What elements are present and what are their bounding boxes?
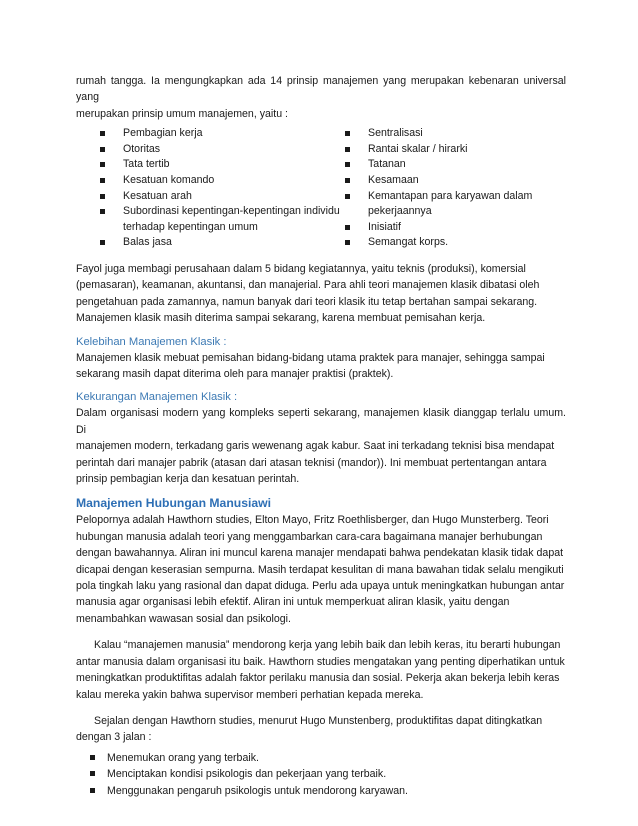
text-line: meningkatkan produktifitas adalah faktor perilaku manusia dan sosial. Pekerja akan bekerja lebih keras [76,672,560,685]
fayol-paragraph [76,261,566,327]
text-line: menambahkan wawasan sosial dan psikologi. [76,612,291,625]
list-item: Tata tertib [100,157,345,173]
hubungan-heading: Manajemen Hubungan Manusiawi [76,496,272,511]
list-item: Pembagian kerja [100,126,345,142]
principles-right-column [345,126,545,251]
square-bullet-icon [345,162,350,167]
text-line: Manajemen klasik masih diterima sampai sekarang, karena membuat pemisahan kerja. [76,312,486,325]
square-bullet-icon [345,147,350,152]
square-bullet-icon [90,755,95,760]
list-item: Inisiatif [345,220,545,236]
text-line: Sejalan dengan Hawthorn studies, menurut Hugo Munstenberg, produktifitas dapat ditingkatkan [94,714,543,727]
text-line: kalau mereka yakin bahwa supervisor memberi perhatian kepada mereka. [76,688,424,701]
list-item: Menggunakan pengaruh psikologis untuk mendorong karyawan. [90,783,566,799]
square-bullet-icon [100,194,105,199]
text-line: perintah dari manajer pabrik (atasan dari atasan teknisi (mandor)). Ini membuat pertentangan antara [76,456,547,469]
text-line: Kalau “manajemen manusia” mendorong kerja yang lebih baik dan lebih keras, itu berarti hubungan [94,639,561,652]
square-bullet-icon [345,194,350,199]
square-bullet-icon [100,147,105,152]
list-item: Rantai skalar / hirarki [345,142,545,158]
square-bullet-icon [90,771,95,776]
square-bullet-icon [345,131,350,136]
kekurangan-heading: Kekurangan Manajemen Klasik : [76,391,238,404]
list-item: Sentralisasi [345,126,545,142]
text-line: sekarang masih dapat diterima oleh para manajer praktisi (praktek). [76,368,394,380]
kekurangan-paragraph [76,405,566,487]
text-line: manusia agar organisasi lebih efektif. Aliran ini untuk memperkuat aliran klasik, yaitu dengan [76,596,510,609]
square-bullet-icon [100,178,105,183]
list-item: Semangat korps. [345,235,545,251]
principles-left-column [100,126,345,251]
list-item: Otoritas [100,142,345,158]
text-line: Pelopornya adalah Hawthorn studies, Elton Mayo, Fritz Roethlisberger, dan Hugo Munsterberg. Teori [76,514,549,527]
text-line: dengan bawahannya. Aliran ini muncul karena manajer mendapati bahwa pendekatan klasik tidak dapat [76,547,564,560]
text-line: Manajemen klasik mebuat pemisahan bidang-bidang utama praktek para manajer, sehingga sampai [76,351,545,364]
square-bullet-icon [345,240,350,245]
list-item: Menciptakan kondisi psikologis dan pekerjaan yang terbaik. [90,766,566,782]
list-item: Kesatuan arah [100,189,345,205]
square-bullet-icon [345,178,350,183]
text-line: rumah tangga. Ia mengungkapkan ada 14 prinsip manajemen yang merupakan kebenaran universal yang [76,75,566,104]
kelebihan-paragraph [76,350,566,383]
list-item: Subordinasi kepentingan-kepentingan individu terhadap kepentingan umum [100,204,345,235]
ways-list [90,750,566,799]
hubungan-paragraph-1 [76,512,566,627]
text-line: manajemen modern, terkadang garis wewenang agak kabur. Saat ini terkadang teknisi bisa mendapat [76,440,555,453]
square-bullet-icon [100,240,105,245]
hubungan-paragraph-2 [76,637,566,703]
text-line: prinsip pembagian kerja dan kesatuan perintah. [76,473,300,486]
square-bullet-icon [100,162,105,167]
list-item: Tatanan [345,157,545,173]
text-line: Fayol juga membagi perusahaan dalam 5 bidang kegiatannya, yaitu teknis (produksi), komersial [76,262,526,275]
list-item: Kesatuan komando [100,173,345,189]
text-line: dengan 3 jalan : [76,731,152,744]
principles-list [76,126,566,251]
text-line: pola tingkah laku yang rasional dan dapat diduga. Perlu ada upaya untuk meningkatkan hubungan antar [76,580,565,593]
text-line: antar manusia dalam organisasi itu baik. Hawthorn studies mengatakan yang penting diperhatikan untuk [76,655,565,668]
square-bullet-icon [345,225,350,230]
square-bullet-icon [90,788,95,793]
square-bullet-icon [100,131,105,136]
text-line: hubungan manusia adalah teori yang menggambarkan cara-cara bagaimana manajer berhubungan [76,530,543,543]
text-line: (pemasaran), keamanan, akuntansi, dan manajerial. Para ahli teori manajemen klasik dibatasi oleh [76,279,540,292]
list-item: Kemantapan para karyawan dalam pekerjaannya [345,189,545,220]
hubungan-paragraph-3 [76,713,566,746]
text-line: merupakan prinsip umum manajemen, yaitu : [76,107,288,120]
list-item: Menemukan orang yang terbaik. [90,750,566,766]
text-line: Dalam organisasi modern yang kompleks seperti sekarang, manajemen klasik dianggap terlalu umum. Di [76,407,566,436]
list-item: Balas jasa [100,235,345,251]
text-line: dicapai dengan keserasian sempurna. Masih terdapat kesulitan di mana bawahan tidak selalu mengikuti [76,563,564,576]
text-line: pengetahuan pada zamannya, namun banyak dari teori klasik itu tetap bertahan sampai sekarang. [76,295,538,308]
kelebihan-heading: Kelebihan Manajemen Klasik : [76,335,227,348]
list-item: Kesamaan [345,173,545,189]
square-bullet-icon [100,209,105,214]
intro-paragraph [76,73,566,122]
